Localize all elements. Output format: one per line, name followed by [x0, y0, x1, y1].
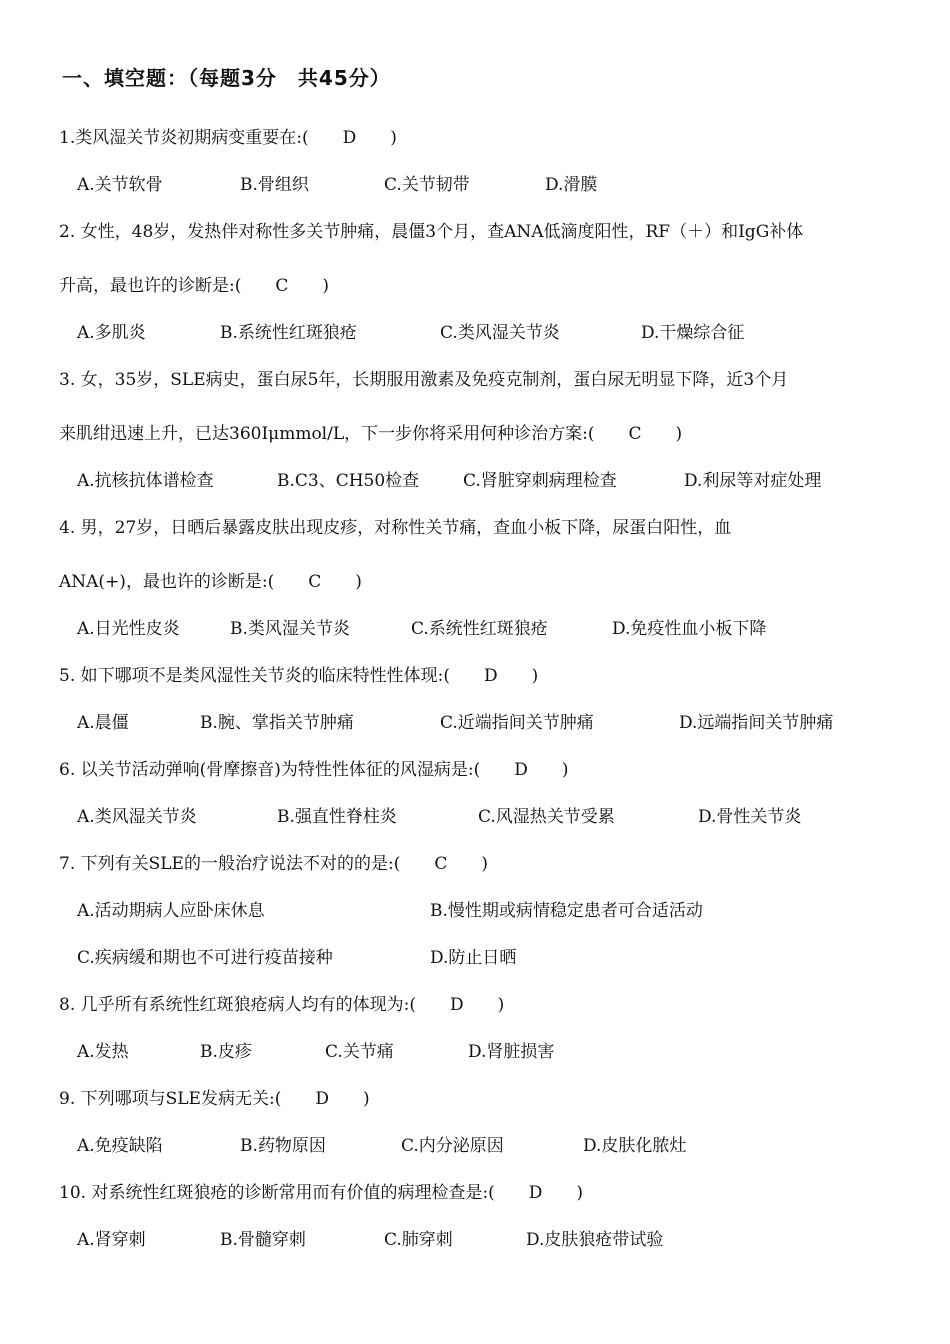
question-2-option-a: A.多肌炎 [77, 323, 146, 343]
question-3-option-b: B.C3、CH50检查 [277, 471, 420, 491]
question-9-option-d: D.皮肤化脓灶 [583, 1136, 687, 1156]
question-8-option-b: B.皮疹 [200, 1042, 252, 1062]
question-2-option-d: D.干燥综合征 [641, 323, 745, 343]
question-9-option-b: B.药物原因 [240, 1136, 326, 1156]
question-8-option-a: A.发热 [77, 1042, 129, 1062]
question-7-stem: 7. 下列有关SLE的一般治疗说法不对的的是:( C ) [59, 854, 488, 874]
question-5-option-d: D.远端指间关节肿痛 [679, 713, 834, 733]
question-10-option-b: B.骨髓穿刺 [220, 1230, 306, 1250]
question-5-option-a: A.晨僵 [77, 713, 129, 733]
question-6-option-b: B.强直性脊柱炎 [277, 807, 397, 827]
section-title: 一、填空题：（每题3分 共45分） [62, 66, 391, 90]
question-10-option-a: A.肾穿刺 [77, 1230, 146, 1250]
question-2-stem-cont: 升高，最也许的诊断是:( C ) [59, 276, 329, 296]
question-1-option-b: B.骨组织 [240, 175, 309, 195]
question-4-stem: 4. 男，27岁，日晒后暴露皮肤出现皮疹，对称性关节痛，查血小板下降，尿蛋白阳性，血 [59, 518, 732, 538]
question-5-option-b: B.腕、掌指关节肿痛 [200, 713, 354, 733]
question-3-option-c: C.肾脏穿刺病理检查 [463, 471, 617, 491]
question-2-option-c: C.类风湿关节炎 [440, 323, 560, 343]
question-5-option-c: C.近端指间关节肿痛 [440, 713, 594, 733]
question-1-stem: 1.类风湿关节炎初期病变重要在:( D ) [59, 128, 397, 148]
question-5-stem: 5. 如下哪项不是类风湿性关节炎的临床特性性体现:( D ) [59, 666, 539, 686]
question-6-option-a: A.类风湿关节炎 [77, 807, 197, 827]
question-4-option-c: C.系统性红斑狼疮 [411, 619, 548, 639]
question-4-option-d: D.免疫性血小板下降 [612, 619, 767, 639]
question-3-stem-cont: 来肌绀迅速上升，已达360Iμmmol/L，下一步你将采用何种诊治方案:( C ) [59, 424, 683, 444]
question-8-option-c: C.关节痛 [325, 1042, 394, 1062]
question-2-option-b: B.系统性红斑狼疮 [220, 323, 357, 343]
question-10-stem: 10. 对系统性红斑狼疮的诊断常用而有价值的病理检查是:( D ) [59, 1183, 584, 1203]
question-8-stem: 8. 几乎所有系统性红斑狼疮病人均有的体现为:( D ) [59, 995, 505, 1015]
question-3-option-a: A.抗核抗体谱检查 [77, 471, 214, 491]
question-3-stem: 3. 女，35岁，SLE病史，蛋白尿5年，长期服用激素及免疫克制剂，蛋白尿无明显下降，近3个月 [59, 370, 789, 390]
question-4-option-a: A.日光性皮炎 [77, 619, 180, 639]
question-7-option-c: C.疾病缓和期也不可进行疫苗接种 [77, 948, 333, 968]
question-2-stem: 2. 女性，48岁，发热伴对称性多关节肿痛，晨僵3个月，查ANA低滴度阳性，RF（＋）和IgG补体 [59, 222, 804, 242]
question-9-stem: 9. 下列哪项与SLE发病无关:( D ) [59, 1089, 370, 1109]
question-7-option-d: D.防止日晒 [430, 948, 517, 968]
question-10-option-d: D.皮肤狼疮带试验 [526, 1230, 664, 1250]
question-6-option-c: C.风湿热关节受累 [478, 807, 615, 827]
question-6-stem: 6. 以关节活动弹响(骨摩擦音)为特性性体征的风湿病是:( D ) [59, 760, 569, 780]
question-9-option-a: A.免疫缺陷 [77, 1136, 163, 1156]
question-4-stem-cont: ANA(+)，最也许的诊断是:( C ) [59, 572, 362, 592]
question-3-option-d: D.利尿等对症处理 [684, 471, 822, 491]
question-4-option-b: B.类风湿关节炎 [230, 619, 350, 639]
question-8-option-d: D.肾脏损害 [468, 1042, 555, 1062]
question-1-option-a: A.关节软骨 [77, 175, 163, 195]
question-7-option-a: A.活动期病人应卧床休息 [77, 901, 265, 921]
question-10-option-c: C.肺穿刺 [384, 1230, 453, 1250]
question-7-option-b: B.慢性期或病情稳定患者可合适活动 [430, 901, 703, 921]
question-1-option-c: C.关节韧带 [384, 175, 470, 195]
question-6-option-d: D.骨性关节炎 [698, 807, 802, 827]
question-9-option-c: C.内分泌原因 [401, 1136, 504, 1156]
question-1-option-d: D.滑膜 [545, 175, 598, 195]
